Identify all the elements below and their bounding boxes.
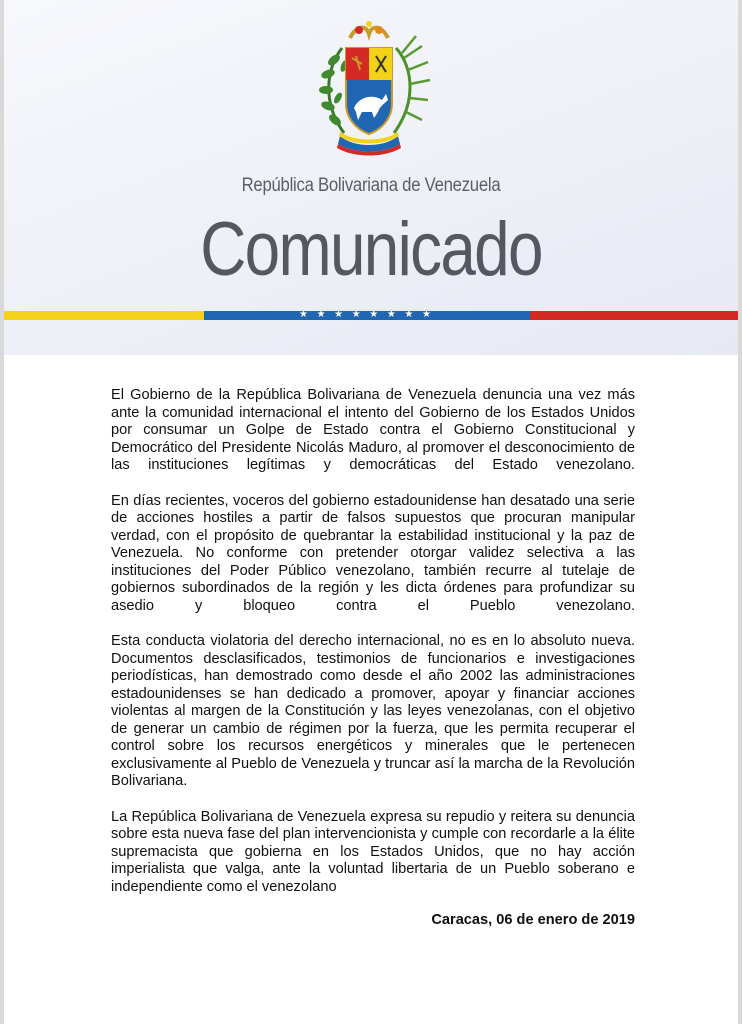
paragraph-2: En días recientes, voceros del gobierno estadounidense han desatado una serie de acciones hostiles a partir de falsos supuestos que procuran manipular verdad, con el propósito de quebrantar la estabilidad institucional y la paz de Venezuela. No conforme con pretender otorgar validez selectiva a las instituciones del Poder Público venezolano, también recurre al tutelaje de gobiernos subordinados de la región y les dicta órdenes para profundizar su asedio y bloqueo contra el Pueblo venezolano. [111,492,635,614]
republic-name: República Bolivariana de Venezuela [241,175,501,196]
coat-of-arms-icon [304,8,434,158]
document-page [4,0,738,1024]
stars-icon: ★★★★★★★★ [299,309,440,320]
paragraph-4: La República Bolivariana de Venezuela expresa su repudio y reitera su denuncia sobre esta nueva fase del plan intervencionista y cumple con recordarle a la élite supremacista que gobierna en los Estados Unidos, que no hay acción imperialista que valga, ante la voluntad libertaria de un Pueblo soberano e independiente como el venezolano [111,808,635,895]
flag-yellow-band [4,311,204,320]
paragraph-1: El Gobierno de la República Bolivariana de Venezuela denuncia una vez más ante la comunidad internacional el intento del Gobierno de los Estados Unidos por consumar un Golpe de Estado contra el Gobierno Constitucional y Democrático del Presidente Nicolás Maduro, al promover el desconocimiento de las instituciones legítimas y democráticas del Estado venezolano. [111,387,635,473]
letterhead [4,0,738,355]
flag-blue-band [204,311,530,320]
flag-red-band [530,311,738,320]
flag-stripe [4,311,738,320]
paragraph-3: Esta conducta violatoria del derecho internacional, no es en lo absoluto nueva. Documentos desclasificados, testimonios de funcionarios e investigaciones periodísticas, han demostrado como desde el año 2002 las administraciones estadounidenses se han dedicado a promover, apoyar y financiar acciones violentas al margen de la Constitución y las leyes venezolanas, con el objetivo de generar un cambio de régimen por la fuerza, que les permita recuperar el control sobre los recursos energéticos y minerales que le pertenecen exclusivamente al Pueblo de Venezuela y truncar así la marcha de la Revolución Bolivariana. [111,633,635,789]
page-title: Comunicado [200,207,542,292]
communique-body [111,387,635,914]
place-date: Caracas, 06 de enero de 2019 [431,912,635,928]
